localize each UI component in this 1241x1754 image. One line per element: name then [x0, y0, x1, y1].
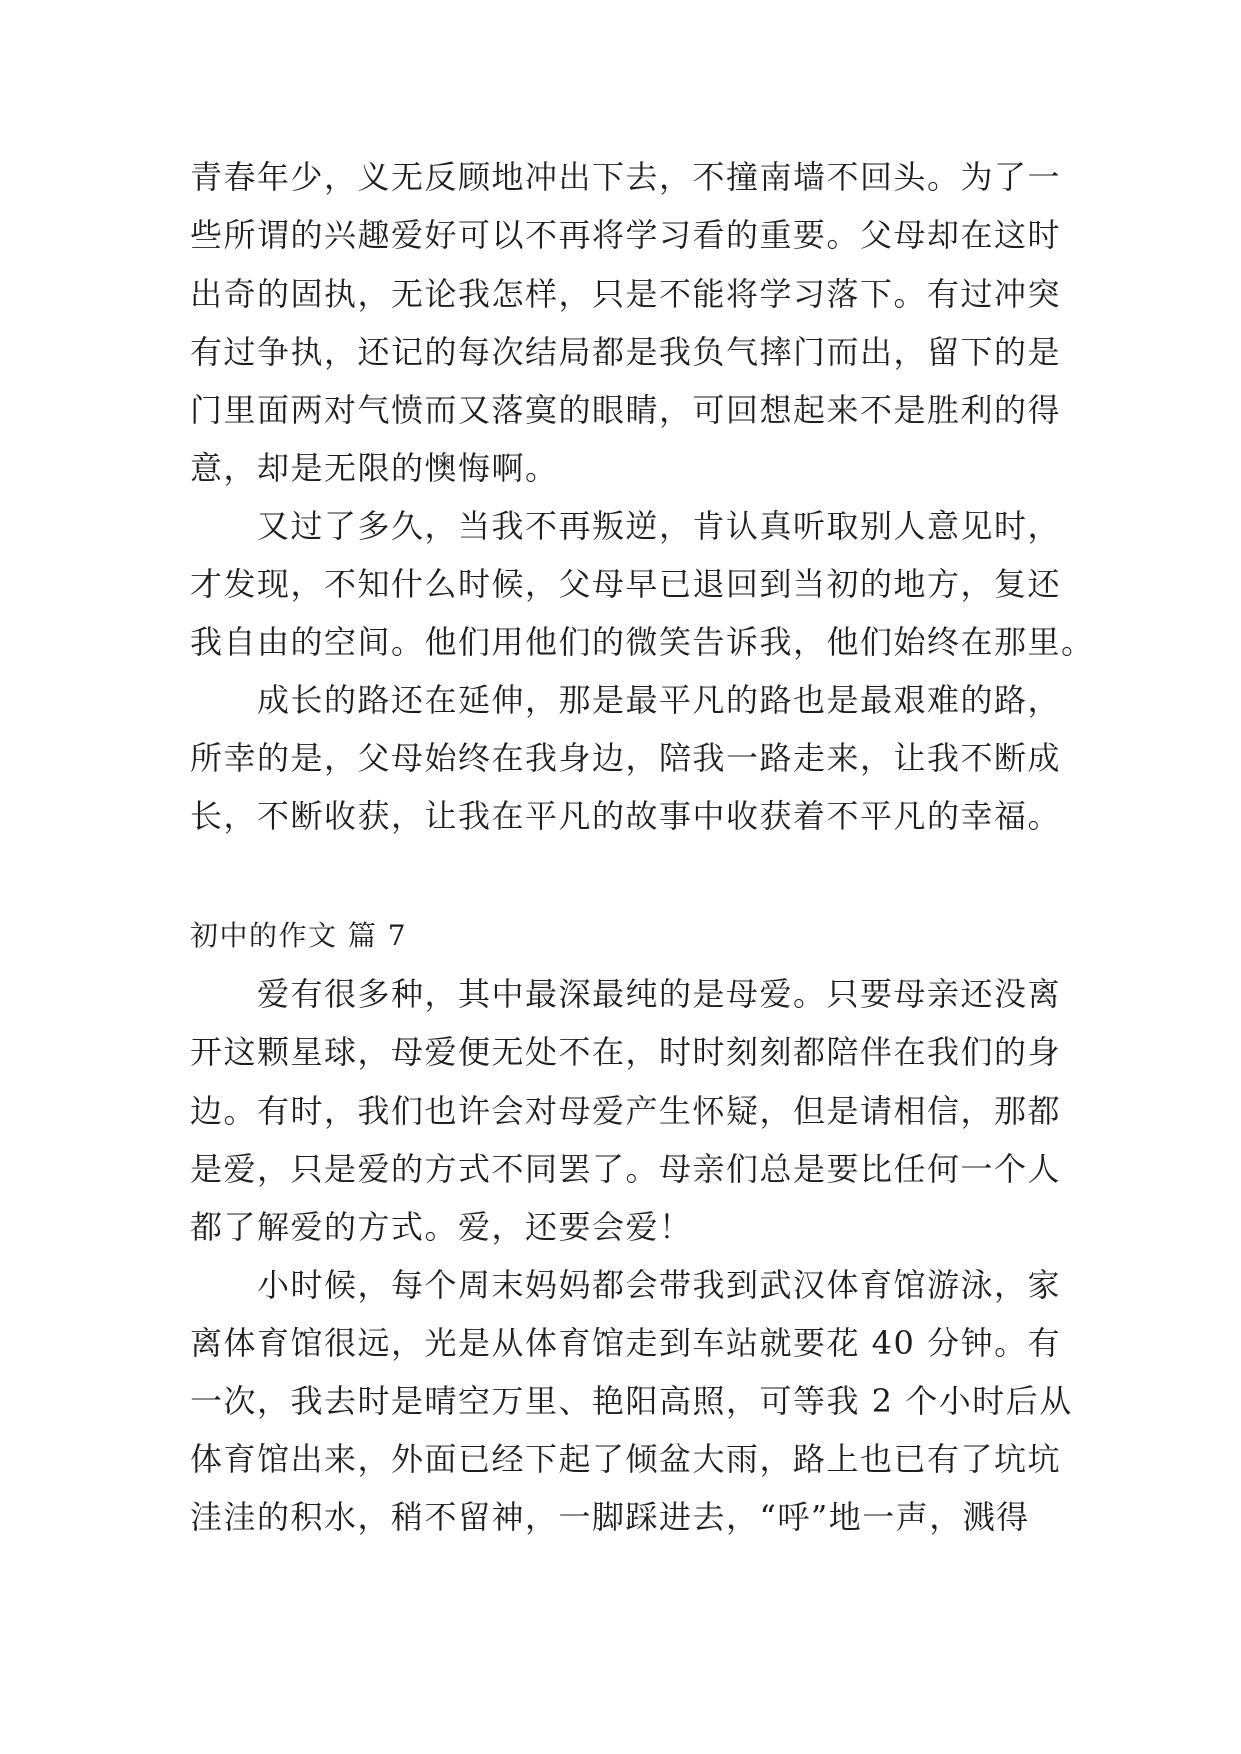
section-title: 初中的作文 篇 7 — [190, 919, 408, 952]
paragraph-line: 有过争执，还记的每次结局都是我负气摔门而出，留下的是 — [190, 333, 1062, 371]
paragraph-line: 洼洼的积水，稍不留神，一脚踩进去，“呼”地一声，溅得 — [190, 1498, 1030, 1536]
paragraph-line: 爱有很多种，其中最深最纯的是母爱。只要母亲还没离 — [190, 975, 1062, 1013]
paragraph-line: 是爱，只是爱的方式不同罢了。母亲们总是要比任何一个人 — [190, 1150, 1062, 1188]
paragraph-line: 都了解爱的方式。爱，还要会爱！ — [190, 1208, 693, 1246]
paragraph-line: 小时候，每个周末妈妈都会带我到武汉体育馆游泳，家 — [190, 1266, 1062, 1304]
paragraph-line: 出奇的固执，无论我怎样，只是不能将学习落下。有过冲突 — [190, 275, 1062, 313]
paragraph-line: 才发现，不知什么时候，父母早已退回到当初的地方，复还 — [190, 565, 1062, 603]
paragraph-line: 又过了多久，当我不再叛逆，肯认真听取别人意见时， — [190, 507, 1062, 545]
paragraph-line: 边。有时，我们也许会对母爱产生怀疑，但是请相信，那都 — [190, 1092, 1062, 1130]
paragraph-line: 离体育馆很远，光是从体育馆走到车站就要花 40 分钟。有 — [190, 1324, 1062, 1362]
paragraph-line: 一次，我去时是晴空万里、艳阳高照，可等我 2 个小时后从 — [190, 1382, 1073, 1420]
paragraph-line: 门里面两对气愤而又落寞的眼睛，可回想起来不是胜利的得 — [190, 391, 1062, 429]
paragraph-line: 青春年少，义无反顾地冲出下去，不撞南墙不回头。为了一 — [190, 158, 1062, 196]
paragraph-line: 些所谓的兴趣爱好可以不再将学习看的重要。父母却在这时 — [190, 216, 1062, 254]
paragraph-line: 所幸的是，父母始终在我身边，陪我一路走来，让我不断成 — [190, 739, 1062, 777]
paragraph-line: 体育馆出来，外面已经下起了倾盆大雨，路上也已有了坑坑 — [190, 1440, 1062, 1478]
paragraph-line: 开这颗星球，母爱便无处不在，时时刻刻都陪伴在我们的身 — [190, 1033, 1062, 1071]
paragraph-line: 我自由的空间。他们用他们的微笑告诉我，他们始终在那里。 — [190, 623, 1095, 661]
paragraph-line: 成长的路还在延伸，那是最平凡的路也是最艰难的路， — [190, 681, 1062, 719]
paragraph-line: 长，不断收获，让我在平凡的故事中收获着不平凡的幸福。 — [190, 797, 1062, 835]
paragraph-line: 意，却是无限的懊悔啊。 — [190, 449, 559, 487]
